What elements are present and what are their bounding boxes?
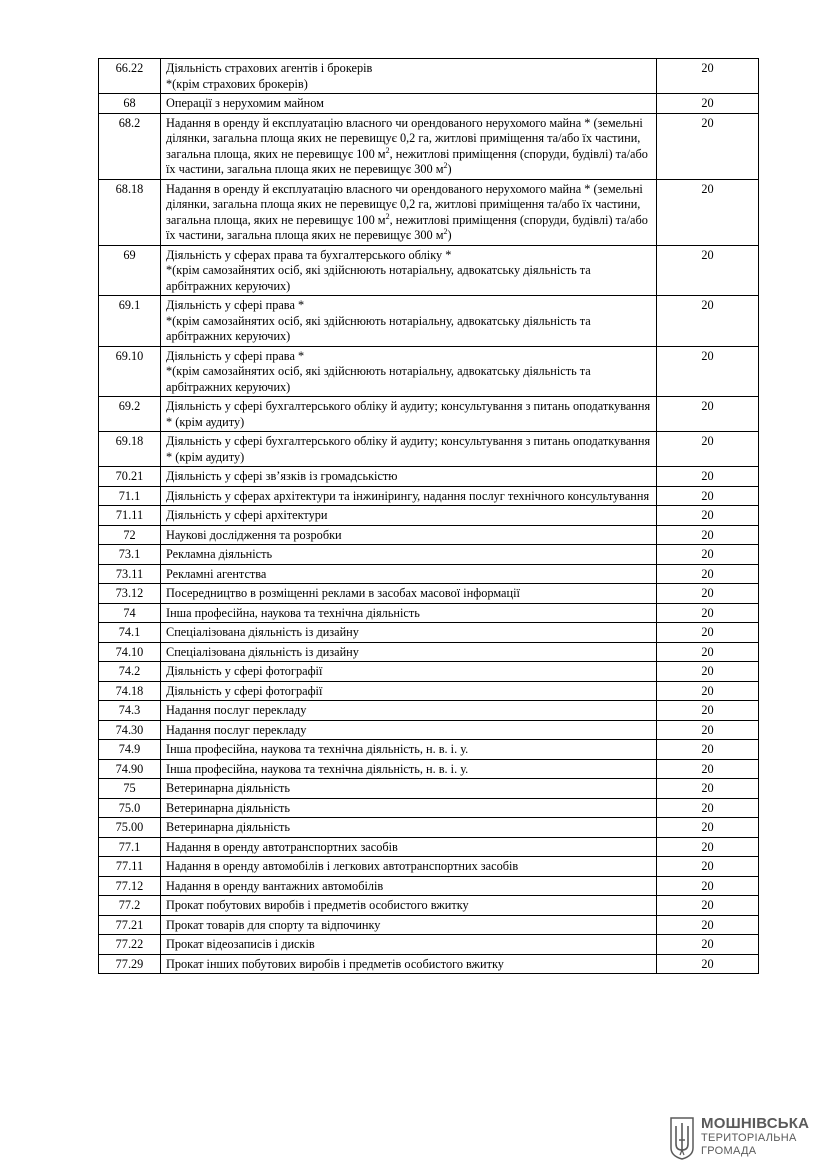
tax-rate-cell: 20: [657, 954, 759, 974]
activity-description-text: Надання в оренду автомобілів і легкових автотранспортних засобів: [166, 859, 519, 873]
kved-code-cell: 75.00: [99, 818, 161, 838]
tax-rate-cell: 20: [657, 759, 759, 779]
kved-code-cell: 75: [99, 779, 161, 799]
activity-description-text: Рекламна діяльність: [166, 547, 273, 561]
activity-description-text: Ветеринарна діяльність: [166, 800, 291, 815]
kved-code-cell: 72: [99, 525, 161, 545]
kved-code-cell: 74.10: [99, 642, 161, 662]
kved-code-cell: 69: [99, 245, 161, 296]
activity-description-cell: [161, 837, 657, 857]
activity-description-text: Прокат побутових виробів і предметів особистого вжитку: [166, 898, 469, 912]
table-row: [99, 584, 759, 604]
table-row: [99, 179, 759, 245]
tax-rate-cell: 20: [657, 896, 759, 916]
activity-description-cell: [161, 935, 657, 955]
activity-description-cell: [161, 896, 657, 916]
tax-rate-cell: 20: [657, 642, 759, 662]
activity-description-text: Діяльність у сфері зв’язків із громадськістю: [166, 469, 398, 483]
activity-description-text: Діяльність у сфері фотографії: [166, 664, 323, 678]
trident-icon: [669, 1116, 695, 1160]
table-row: [99, 486, 759, 506]
activity-description-text: Діяльність у сферах архітектури та інжинірингу, надання послуг технічного консультування: [166, 488, 650, 503]
tax-rate-cell: 20: [657, 94, 759, 114]
kved-code-cell: 74: [99, 603, 161, 623]
table-row: [99, 525, 759, 545]
activity-description-cell: [161, 296, 657, 347]
tax-rate-cell: 20: [657, 603, 759, 623]
table-row: [99, 779, 759, 799]
tax-rate-cell: 20: [657, 397, 759, 432]
activity-description-text: Посередництво в розміщенні реклами в засобах масової інформації: [166, 586, 520, 600]
table-row: [99, 59, 759, 94]
kved-code-cell: 69.1: [99, 296, 161, 347]
table-row: [99, 876, 759, 896]
tax-rate-cell: 20: [657, 245, 759, 296]
tax-rate-cell: 20: [657, 876, 759, 896]
kved-code-cell: 71.11: [99, 506, 161, 526]
table-row: [99, 296, 759, 347]
activity-description-text: Надання послуг перекладу: [166, 722, 307, 737]
tax-rate-cell: 20: [657, 779, 759, 799]
tax-rate-cell: 20: [657, 584, 759, 604]
tax-rate-cell: 20: [657, 486, 759, 506]
activity-description-text: Наукові дослідження та розробки: [166, 527, 342, 542]
logo-line-1: МОШНІВСЬКА: [701, 1115, 810, 1132]
logo-text: [701, 1116, 809, 1158]
activity-description-text: Діяльність у сфері права * *(крім самозайнятих осіб, які здійснюють нотаріальну, адвокатську діяльність та арбітражних керуючих): [166, 348, 591, 394]
activity-description-cell: [161, 818, 657, 838]
tax-rate-cell: 20: [657, 59, 759, 94]
activity-description-text: Надання в оренду й експлуатацію власного чи орендованого нерухомого майна * (земельні ділянки, загальна площа яких не перевищує 0,2 га, житлові приміщення та/або їх частини, загальна площа, яких не перевищує 100 $м^2$, нежитлові приміщення (споруди, будівлі) та/або їх частини, загальна площа яких не перевищує 300 $м^2$): [166, 181, 648, 242]
kved-code-cell: 68: [99, 94, 161, 114]
activity-description-text: Прокат товарів для спорту та відпочинку: [166, 917, 381, 932]
table-row: [99, 397, 759, 432]
activity-description-cell: [161, 525, 657, 545]
tax-rate-cell: 20: [657, 701, 759, 721]
activity-description-cell: [161, 94, 657, 114]
table-row: [99, 603, 759, 623]
kved-code-cell: 73.12: [99, 584, 161, 604]
kved-code-cell: 77.2: [99, 896, 161, 916]
activity-description-text: Прокат інших побутових виробів і предметів особистого вжитку: [166, 956, 504, 971]
table-row: [99, 740, 759, 760]
kved-code-cell: 66.22: [99, 59, 161, 94]
activity-description-cell: [161, 740, 657, 760]
activity-description-text: Спеціалізована діяльність із дизайну: [166, 625, 359, 639]
activity-description-text: Надання в оренду вантажних автомобілів: [166, 878, 384, 893]
table-row: [99, 818, 759, 838]
kved-code-cell: 74.1: [99, 623, 161, 643]
table-row: [99, 467, 759, 487]
tax-rate-cell: 20: [657, 506, 759, 526]
activity-description-text: Діяльність у сфері права * *(крім самозайнятих осіб, які здійснюють нотаріальну, адвокатську діяльність та арбітражних керуючих): [166, 298, 591, 343]
activity-description-cell: [161, 397, 657, 432]
activity-description-cell: [161, 798, 657, 818]
tax-rate-cell: 20: [657, 467, 759, 487]
kved-code-cell: 75.0: [99, 798, 161, 818]
activity-description-cell: [161, 113, 657, 179]
tax-rate-cell: 20: [657, 837, 759, 857]
community-logo: [669, 1116, 819, 1162]
logo-line-3: ГРОМАДА: [701, 1145, 757, 1157]
tax-rate-cell: 20: [657, 720, 759, 740]
activity-description-text: Діяльність страхових агентів і брокерів *(крім страхових брокерів): [166, 61, 373, 91]
activity-description-cell: [161, 346, 657, 397]
tax-rate-cell: 20: [657, 915, 759, 935]
table-row: [99, 94, 759, 114]
kved-code-cell: 77.21: [99, 915, 161, 935]
activity-description-text: Інша професійна, наукова та технічна діяльність, н. в. і. у.: [166, 742, 469, 756]
activity-description-text: Діяльність у сферах права та бухгалтерського обліку * *(крім самозайнятих осіб, які здійснюють нотаріальну, адвокатську діяльність та арбітражних керуючих): [166, 247, 591, 293]
table-row: [99, 642, 759, 662]
activity-description-cell: [161, 681, 657, 701]
activity-description-cell: [161, 584, 657, 604]
kved-code-cell: 68.2: [99, 113, 161, 179]
table-row: [99, 113, 759, 179]
activity-description-cell: [161, 564, 657, 584]
kved-code-cell: 68.18: [99, 179, 161, 245]
activity-description-cell: [161, 876, 657, 896]
table-row: [99, 245, 759, 296]
activity-description-text: Надання в оренду автотранспортних засобів: [166, 839, 398, 854]
activity-description-cell: [161, 779, 657, 799]
table-row: [99, 701, 759, 721]
table-row: [99, 346, 759, 397]
activity-description-cell: [161, 642, 657, 662]
activity-description-cell: [161, 432, 657, 467]
activity-description-cell: [161, 486, 657, 506]
tax-rate-cell: 20: [657, 740, 759, 760]
kved-code-cell: 73.1: [99, 545, 161, 565]
kved-code-cell: 77.22: [99, 935, 161, 955]
activity-description-text: Спеціалізована діяльність із дизайну: [166, 644, 359, 659]
kved-code-cell: 69.18: [99, 432, 161, 467]
activity-description-text: Інша професійна, наукова та технічна діяльність, н. в. і. у.: [166, 761, 469, 776]
table-row: [99, 662, 759, 682]
activity-rates-table: [98, 58, 759, 974]
tax-rate-cell: 20: [657, 623, 759, 643]
table-row: [99, 681, 759, 701]
table-row: [99, 432, 759, 467]
table-row: [99, 545, 759, 565]
kved-code-cell: 74.2: [99, 662, 161, 682]
activity-description-cell: [161, 915, 657, 935]
table-row: [99, 915, 759, 935]
activity-description-cell: [161, 59, 657, 94]
kved-code-cell: 69.10: [99, 346, 161, 397]
table-row: [99, 720, 759, 740]
activity-description-text: Надання в оренду й експлуатацію власного чи орендованого нерухомого майна * (земельні ділянки, загальна площа яких не перевищує 0,2 га, житлові приміщення та/або їх частини, загальна площа, яких не перевищує 100 $м^2$, нежитлові приміщення (споруди, будівлі) та/або їх частини, загальна площа яких не перевищує 300 $м^2$): [166, 115, 648, 176]
activity-description-cell: [161, 506, 657, 526]
activity-description-cell: [161, 245, 657, 296]
activity-description-text: Ветеринарна діяльність: [166, 820, 291, 834]
activity-description-text: Діяльність у сфері фотографії: [166, 683, 323, 698]
tax-rate-cell: 20: [657, 432, 759, 467]
activity-description-cell: [161, 623, 657, 643]
kved-code-cell: 73.11: [99, 564, 161, 584]
activity-description-cell: [161, 701, 657, 721]
kved-code-cell: 77.29: [99, 954, 161, 974]
tax-rate-cell: 20: [657, 296, 759, 347]
tax-rate-cell: 20: [657, 681, 759, 701]
tax-rate-cell: 20: [657, 662, 759, 682]
table-row: [99, 759, 759, 779]
kved-code-cell: 77.11: [99, 857, 161, 877]
activity-description-cell: [161, 603, 657, 623]
tax-rate-cell: 20: [657, 818, 759, 838]
table-row: [99, 798, 759, 818]
table-body: [99, 59, 759, 974]
activity-description-cell: [161, 857, 657, 877]
tax-rate-cell: 20: [657, 564, 759, 584]
tax-rate-cell: 20: [657, 346, 759, 397]
activity-description-cell: [161, 954, 657, 974]
logo-line-2: ТЕРИТОРІАЛЬНА: [701, 1132, 797, 1144]
activity-description-text: Діяльність у сфері бухгалтерського обліку й аудиту; консультування з питань оподаткування * (крім аудиту): [166, 399, 651, 429]
kved-code-cell: 74.3: [99, 701, 161, 721]
kved-code-cell: 77.1: [99, 837, 161, 857]
table-row: [99, 935, 759, 955]
table-row: [99, 954, 759, 974]
activity-description-text: Діяльність у сфері архітектури: [166, 508, 328, 522]
kved-code-cell: 69.2: [99, 397, 161, 432]
activity-description-cell: [161, 179, 657, 245]
table-row: [99, 857, 759, 877]
table-row: [99, 564, 759, 584]
tax-rate-cell: 20: [657, 113, 759, 179]
kved-code-cell: 77.12: [99, 876, 161, 896]
activity-description-cell: [161, 467, 657, 487]
kved-code-cell: 74.90: [99, 759, 161, 779]
kved-code-cell: 71.1: [99, 486, 161, 506]
table-row: [99, 623, 759, 643]
activity-description-text: Надання послуг перекладу: [166, 703, 307, 717]
table-row: [99, 837, 759, 857]
kved-code-cell: 74.30: [99, 720, 161, 740]
activity-description-text: Діяльність у сфері бухгалтерського обліку й аудиту; консультування з питань оподаткування * (крім аудиту): [166, 434, 651, 464]
kved-code-cell: 74.9: [99, 740, 161, 760]
tax-rate-cell: 20: [657, 935, 759, 955]
activity-description-text: Інша професійна, наукова та технічна діяльність: [166, 605, 420, 620]
kved-code-cell: 70.21: [99, 467, 161, 487]
table-row: [99, 896, 759, 916]
tax-rate-cell: 20: [657, 179, 759, 245]
tax-rate-cell: 20: [657, 857, 759, 877]
activity-description-text: Операції з нерухомим майном: [166, 96, 324, 110]
tax-rate-cell: 20: [657, 545, 759, 565]
tax-rate-cell: 20: [657, 525, 759, 545]
activity-description-cell: [161, 720, 657, 740]
table-row: [99, 506, 759, 526]
activity-description-text: Прокат відеозаписів і дисків: [166, 937, 315, 951]
kved-code-cell: 74.18: [99, 681, 161, 701]
tax-rate-cell: 20: [657, 798, 759, 818]
activity-description-cell: [161, 545, 657, 565]
activity-description-cell: [161, 759, 657, 779]
activity-description-cell: [161, 662, 657, 682]
activity-description-text: Рекламні агентства: [166, 566, 267, 581]
activity-description-text: Ветеринарна діяльність: [166, 781, 291, 795]
